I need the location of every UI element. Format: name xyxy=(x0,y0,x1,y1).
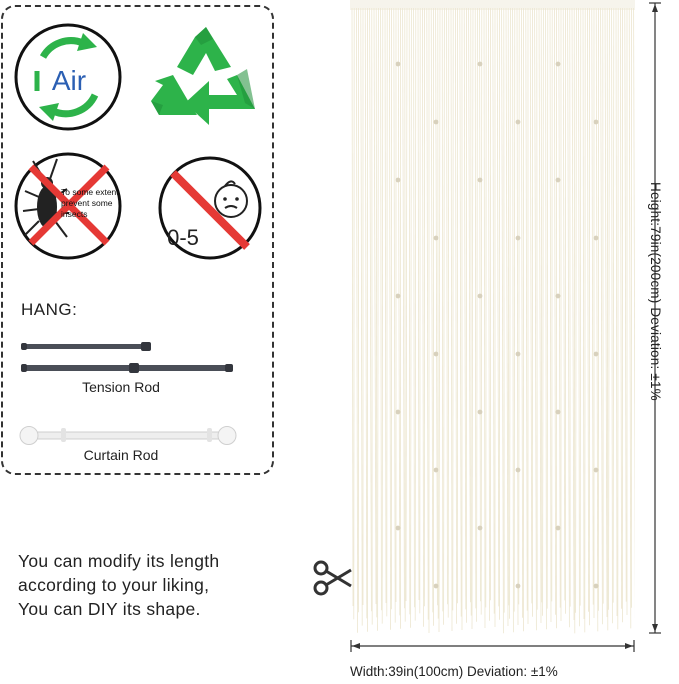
curtain-string xyxy=(541,8,542,602)
curtain-bead xyxy=(396,294,401,299)
curtain-rod-icon xyxy=(19,424,239,448)
curtain-string xyxy=(508,8,509,605)
no-children-icon xyxy=(155,153,265,263)
curtain-string xyxy=(550,8,551,622)
curtain-bead xyxy=(516,584,521,589)
curtain-string xyxy=(607,8,608,630)
curtain-string xyxy=(444,8,445,625)
curtain-string xyxy=(460,8,461,617)
curtain-bead xyxy=(478,526,483,531)
curtain-string xyxy=(493,8,494,614)
curtain-string xyxy=(477,8,478,622)
curtain-bead xyxy=(478,62,483,67)
curtain-bead xyxy=(594,584,599,589)
curtain-string xyxy=(415,8,416,621)
curtain-string xyxy=(414,8,415,607)
curtain-string xyxy=(517,8,518,625)
curtain-string xyxy=(576,8,577,613)
curtain-string xyxy=(546,8,547,629)
curtain-bead xyxy=(556,294,561,299)
curtain-string xyxy=(616,8,617,616)
curtain-string xyxy=(543,8,544,616)
curtain-bead xyxy=(516,120,521,125)
curtain-bead xyxy=(396,62,401,67)
curtain-string xyxy=(612,8,613,623)
curtain-string xyxy=(418,8,419,600)
width-dimension-line xyxy=(350,638,635,654)
insects-text: To some extent prevent some insects xyxy=(61,187,119,219)
curtain-string xyxy=(385,8,386,603)
curtain-bead xyxy=(478,410,483,415)
curtain-string xyxy=(439,8,440,632)
curtain-string xyxy=(427,8,428,620)
curtain-string xyxy=(559,8,560,608)
curtain-string xyxy=(568,8,570,627)
tension-rod-label: Tension Rod xyxy=(82,379,160,395)
curtain-bead xyxy=(594,236,599,241)
curtain-string xyxy=(601,8,603,624)
diy-note: You can modify its length according to your liking, You can DIY its shape. xyxy=(18,551,220,619)
curtain-string xyxy=(554,8,555,615)
curtain-string xyxy=(464,8,466,609)
scissors-icon xyxy=(313,560,353,596)
curtain-string xyxy=(634,8,635,621)
curtain-string xyxy=(381,8,382,610)
curtain-string xyxy=(455,8,456,624)
curtain-string xyxy=(521,8,522,618)
curtain-string xyxy=(480,8,481,601)
curtain-bead xyxy=(556,178,561,183)
curtain-string xyxy=(539,8,541,623)
curtain-string xyxy=(580,8,581,606)
curtain-bead xyxy=(516,468,521,473)
curtain-string xyxy=(596,8,598,631)
curtain-bead xyxy=(434,120,439,125)
curtain-string xyxy=(378,8,379,631)
no-insects-icon xyxy=(11,149,125,263)
curtain-string xyxy=(526,8,527,611)
curtain-bead xyxy=(478,294,483,299)
width-label: Width:39in(100cm) Deviation: ±1% xyxy=(350,664,558,679)
curtain-string xyxy=(422,8,423,627)
curtain-string xyxy=(352,8,353,606)
curtain-bead xyxy=(556,62,561,67)
curtain-string xyxy=(613,8,614,603)
curtain-string xyxy=(547,8,548,609)
curtain-bead xyxy=(516,236,521,241)
curtain-string xyxy=(592,8,593,605)
curtain-string xyxy=(451,8,452,631)
age-text: 0-5 xyxy=(167,225,199,250)
curtain-string xyxy=(370,8,372,611)
curtain-string xyxy=(488,8,489,621)
curtain-string xyxy=(374,8,376,604)
curtain-string xyxy=(411,8,412,628)
curtain-string xyxy=(513,8,514,632)
curtain-bead xyxy=(434,468,439,473)
curtain-string xyxy=(398,8,400,615)
curtain-string xyxy=(510,8,511,619)
curtain-string xyxy=(447,8,448,604)
curtain-string xyxy=(620,8,621,609)
curtain-bead xyxy=(594,468,599,473)
curtain-bead xyxy=(594,352,599,357)
curtain-bead xyxy=(478,178,483,183)
curtain-bead xyxy=(594,120,599,125)
curtain-string xyxy=(583,8,584,619)
curtain-string xyxy=(469,8,471,602)
recycle-icon xyxy=(151,23,261,131)
air-circulation-icon xyxy=(13,17,123,137)
curtain-string xyxy=(365,8,367,618)
curtain-string xyxy=(382,8,383,624)
curtain-string xyxy=(587,8,588,612)
curtain-string xyxy=(563,8,565,600)
curtain-string xyxy=(394,8,395,623)
curtain-string xyxy=(535,8,537,630)
curtain-string xyxy=(376,8,377,617)
air-text: Air xyxy=(51,65,87,96)
curtain-bead xyxy=(556,526,561,531)
curtain-string xyxy=(629,8,631,628)
curtain-string xyxy=(609,8,610,610)
curtain-bead xyxy=(396,178,401,183)
curtain-string xyxy=(436,8,438,605)
curtain-string xyxy=(530,8,532,603)
curtain-string xyxy=(484,8,485,628)
curtain-string xyxy=(579,8,580,626)
curtain-bead xyxy=(434,352,439,357)
curtain-string xyxy=(506,8,508,626)
string-curtain xyxy=(350,0,635,640)
curtain-bead xyxy=(396,526,401,531)
curtain-string xyxy=(475,8,476,608)
feature-panel xyxy=(1,5,274,475)
curtain-string xyxy=(448,8,449,618)
curtain-string xyxy=(356,8,357,633)
curtain-string xyxy=(442,8,443,611)
curtain-string xyxy=(406,8,407,601)
curtain-string xyxy=(472,8,473,629)
height-label: Height:79in(200cm) Deviation: ±1% xyxy=(648,182,663,401)
curtain-bead xyxy=(434,584,439,589)
curtain-string xyxy=(514,8,515,612)
curtain-bead xyxy=(556,410,561,415)
curtain-string xyxy=(502,8,504,633)
curtain-bead xyxy=(516,352,521,357)
curtain-string xyxy=(403,8,405,608)
curtain-string xyxy=(409,8,410,614)
curtain-bead xyxy=(396,410,401,415)
curtain-rod-label: Curtain Rod xyxy=(83,447,159,463)
curtain-string xyxy=(625,8,626,602)
curtain-string xyxy=(431,8,433,612)
tension-rod-icon xyxy=(21,340,235,376)
curtain-string xyxy=(572,8,574,620)
curtain-bead xyxy=(434,236,439,241)
curtain-string xyxy=(605,8,607,617)
curtain-string xyxy=(574,8,575,633)
hang-title: HANG: xyxy=(21,300,78,319)
curtain-string xyxy=(361,8,362,626)
curtain-string xyxy=(497,8,499,606)
curtain-string xyxy=(389,8,390,630)
curtain-string xyxy=(481,8,482,615)
